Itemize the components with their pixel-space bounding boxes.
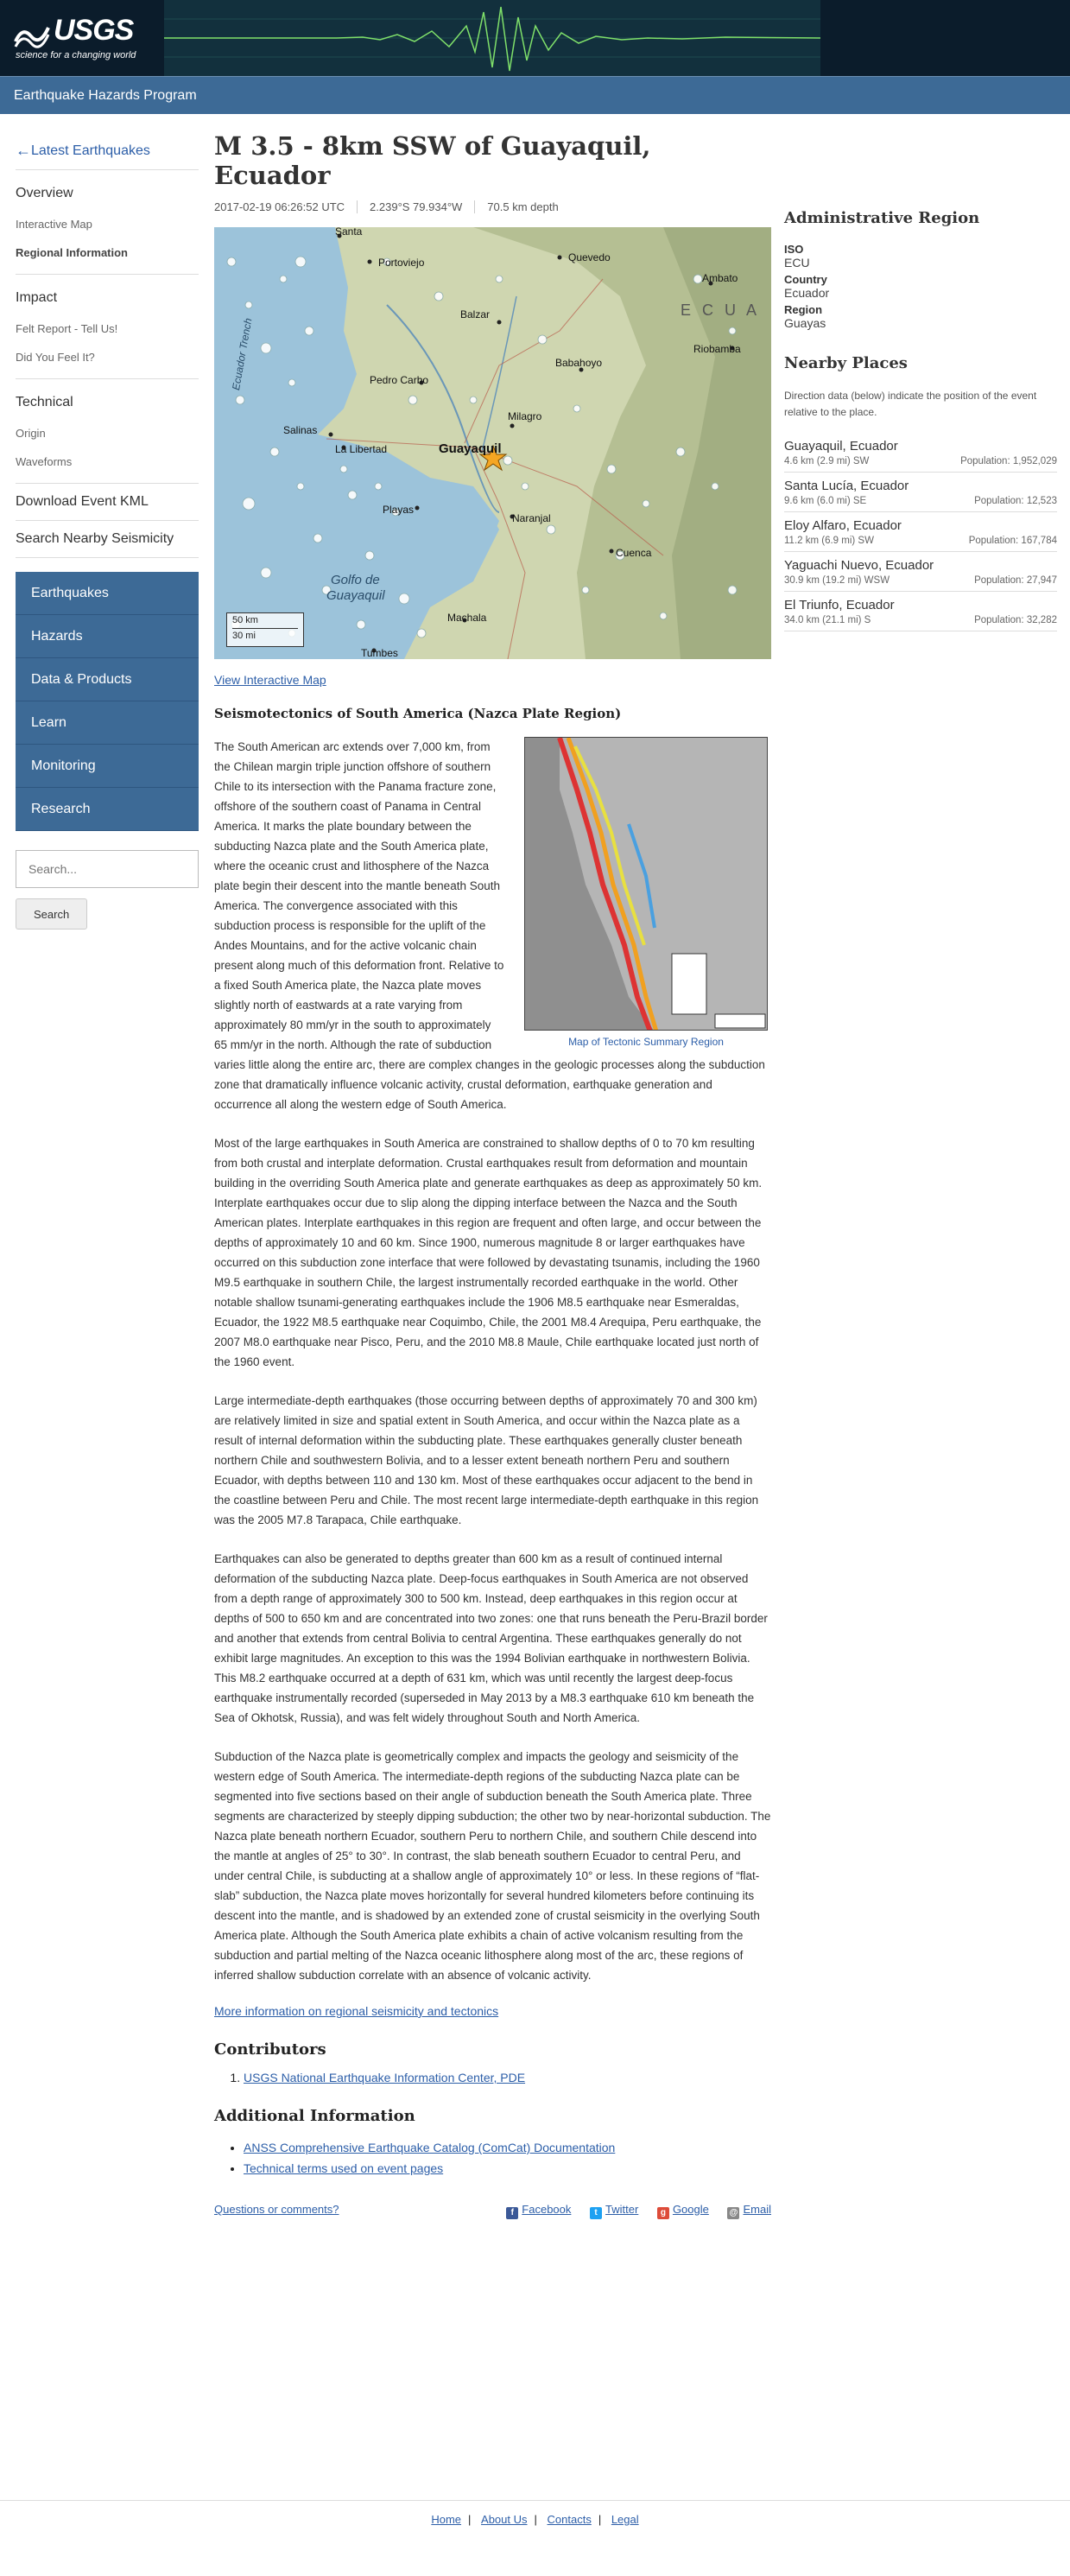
usgs-logo[interactable]	[14, 12, 152, 64]
tectonics-heading: Seismotectonics of South America (Nazca Plate Region)	[214, 706, 622, 721]
search-nearby-link[interactable]: Search Nearby Seismicity	[16, 521, 199, 558]
map-label-gulf-guayaquil: Guayaquil	[326, 588, 385, 603]
place-name: Yaguachi Nuevo, Ecuador	[784, 558, 934, 573]
place-name: Guayaquil, Ecuador	[784, 439, 898, 454]
map-label-babahoyo: Babahoyo	[555, 357, 603, 369]
map-label-naranjal: Naranjal	[512, 512, 551, 524]
program-title[interactable]: Earthquake Hazards Program	[14, 88, 197, 103]
event-meta	[214, 200, 771, 213]
nav-impact[interactable]: Impact	[16, 290, 58, 305]
country-value: Ecuador	[784, 286, 830, 300]
map-label-milagro: Milagro	[508, 410, 542, 422]
sitenav-learn[interactable]: Learn	[16, 701, 199, 745]
more-tectonics-link[interactable]: More information on regional seismicity and tectonics	[214, 2004, 499, 2018]
tectonics-paragraph: Earthquakes can also be generated to depths greater than 600 km as a result of continued internal deformation of the subducting Nazca plate. Deep-focus earthquakes in South America are not observed from a depth range of approximately 300 to 500 km. Instead, deep earthquakes in this region occur at depths of 500 to 650 km and are concentrated into two zones: one that runs beneath the Peru-Brazil border and another that extends from central Bolivia to central Argentina. These earthquakes generally do not exhibit large magnitudes. An exception to this was the 1994 Bolivian earthquake in northwestern Bolivia. This M8.2 earthquake occurred at a depth of 631 km, which was until recently the largest deep-focus earthquake instrumentally recorded (superseded in May 2013 by a M8.3 earthquake 610 km beneath the Sea of Okhotsk, Russia), and was felt widely throughout South and North America.	[214, 1552, 768, 1724]
list-item	[784, 552, 1057, 592]
site-search-input[interactable]	[16, 850, 199, 888]
nav-origin[interactable]: Origin	[16, 427, 46, 440]
place-distance: 4.6 km (2.9 mi) SW	[784, 456, 870, 466]
sitenav-monitoring[interactable]: Monitoring	[16, 745, 199, 788]
program-bar	[0, 76, 1070, 114]
share-links	[491, 2203, 771, 2219]
place-population: Population: 32,282	[974, 615, 1057, 625]
main-content	[214, 131, 771, 2224]
logo-text: USGS	[54, 14, 134, 47]
place-distance: 30.9 km (19.2 mi) WSW	[784, 575, 890, 586]
admin-region-list	[784, 243, 1057, 330]
footer-home-link[interactable]: Home	[431, 2513, 462, 2526]
site-navigation	[16, 572, 199, 831]
nav-group-impact	[16, 275, 199, 379]
nav-group-technical	[16, 379, 199, 484]
share-twitter[interactable]	[590, 2203, 638, 2216]
list-item	[244, 2137, 771, 2158]
scale-km: 50 km	[232, 615, 258, 625]
download-kml-link[interactable]: Download Event KML	[16, 484, 199, 521]
contributor-link[interactable]: USGS National Earthquake Information Center, PDE	[244, 2071, 526, 2084]
nav-overview[interactable]: Overview	[16, 186, 73, 200]
place-name: Santa Lucía, Ecuador	[784, 479, 909, 493]
place-name: Eloy Alfaro, Ecuador	[784, 518, 902, 533]
nav-technical[interactable]: Technical	[16, 395, 73, 409]
sitenav-data-products[interactable]: Data & Products	[16, 658, 199, 701]
place-population: Population: 167,784	[968, 536, 1057, 546]
nav-interactive-map[interactable]: Interactive Map	[16, 218, 92, 231]
scale-mi: 30 mi	[232, 628, 298, 641]
seismogram-banner	[164, 0, 820, 76]
tectonic-figure[interactable]	[521, 737, 771, 1048]
nav-waveforms[interactable]: Waveforms	[16, 455, 73, 468]
sitenav-research[interactable]: Research	[16, 788, 199, 831]
facebook-icon: f	[506, 2207, 518, 2219]
place-name: El Triunfo, Ecuador	[784, 598, 895, 612]
country-label: Country	[784, 273, 827, 286]
usgs-wave-icon	[14, 17, 52, 48]
event-title: M 3.5 - 8km SSW of Guayaquil, Ecuador	[214, 131, 651, 190]
event-nav	[16, 133, 199, 930]
arrow-left-icon: ←	[16, 142, 31, 159]
map-label-golfo: Golfo de	[331, 573, 380, 587]
comcat-doc-link[interactable]: ANSS Comprehensive Earthquake Catalog (ComCat) Documentation	[244, 2141, 616, 2154]
footer-contacts-link[interactable]: Contacts	[547, 2513, 592, 2526]
share-google[interactable]	[657, 2203, 709, 2216]
sitenav-hazards[interactable]: Hazards	[16, 615, 199, 658]
map-label-cuenca: Cuenca	[616, 547, 652, 559]
place-distance: 9.6 km (6.0 mi) SE	[784, 496, 867, 506]
regional-map[interactable]	[214, 227, 771, 659]
share-facebook[interactable]	[506, 2203, 571, 2216]
place-distance: 11.2 km (6.9 mi) SW	[784, 536, 874, 546]
nav-regional-information[interactable]: Regional Information	[16, 246, 128, 259]
iso-label: ISO	[784, 243, 804, 256]
map-label-playas: Playas	[383, 504, 415, 516]
footer-about-link[interactable]: About Us	[481, 2513, 528, 2526]
contributors-list	[214, 2071, 771, 2084]
event-time: 2017-02-19 06:26:52 UTC	[214, 200, 358, 213]
nearby-places-heading: Nearby Places	[784, 354, 908, 372]
event-depth: 70.5 km depth	[487, 200, 559, 213]
list-item	[784, 433, 1057, 473]
share-email-label: Email	[743, 2203, 771, 2216]
map-label-quevedo: Quevedo	[568, 251, 611, 263]
tectonics-paragraph: Subduction of the Nazca plate is geometrically complex and impacts the geology and seismicity of the western edge of South America. The intermediate-depth regions of the subducting Nazca plate can be segmented into five sections based on their angle of subduction beneath the South America plate. Three segments are characterized by steeply dipping subduction; the other two by near-horizontal subduction. The Nazca plate beneath northern Ecuador, southern Peru to northern Chile, and southern Chile descend into the mantle at angles of 25° to 30°. In contrast, the slab beneath southern Ecuador to central Peru, and under central Chile, is subducting at a shallow angle of approximately 10° or less. In these regions of “flat-slab” subduction, the Nazca plate moves horizontally for several hundred kilometers before continuing its descent into the mantle, and is shadowed by an extended zone of crustal seismicity in the overlying South America plate. Although the South America plate exhibits a chain of active volcanism resulting from the subduction and partial melting of the Nazca oceanic lithosphere along most of the arc, these regions of inferred shallow subduction correlate with an absence of volcanic activity.	[214, 1750, 771, 1982]
footer-legal-link[interactable]: Legal	[611, 2513, 639, 2526]
latest-earthquakes-label: Latest Earthquakes	[31, 143, 150, 158]
tectonics-paragraph: Large intermediate-depth earthquakes (those occurring between depths of approximately 70 and 300 km) are relatively limited in size and spatial extent in South America, and occur within the Nazca plate as a result of internal deformation within the subducting plate. These earthquakes generally cluster beneath northern Chile and southwestern Bolivia, and to a lesser extent beneath northern Peru and southern Ecuador, with depths between 110 and 130 km. Most of these earthquakes occur adjacent to the bend in the coastline between Peru and Chile. The most recent large intermediate-depth earthquake in this region was the 2005 M7.8 Tarapaca, Chile earthquake.	[214, 1394, 759, 1526]
share-google-label: Google	[672, 2203, 709, 2216]
place-population: Population: 1,952,029	[960, 456, 1057, 466]
map-label-riobamba: Riobamba	[693, 343, 741, 355]
share-twitter-label: Twitter	[605, 2203, 639, 2216]
list-item	[244, 2071, 771, 2084]
region-value: Guayas	[784, 316, 826, 330]
region-label: Region	[784, 303, 823, 316]
map-label-machala: Machala	[447, 612, 487, 624]
tectonic-figure-caption[interactable]: Map of Tectonic Summary Region	[568, 1036, 724, 1048]
nearby-places-intro: Direction data (below) indicate the position of the event relative to the place.	[784, 390, 1037, 418]
place-population: Population: 12,523	[974, 496, 1057, 506]
map-label-santa: Santa	[335, 227, 363, 238]
site-footer: Home | About Us | Contacts | Legal	[0, 2500, 1070, 2526]
twitter-icon: t	[590, 2207, 602, 2219]
place-distance: 34.0 km (21.1 mi) S	[784, 615, 871, 625]
view-interactive-map-link[interactable]: View Interactive Map	[214, 673, 326, 687]
nav-did-you-feel-it[interactable]: Did You Feel It?	[16, 351, 95, 364]
place-population: Population: 27,947	[974, 575, 1057, 586]
map-label-portoviejo: Portoviejo	[378, 257, 425, 269]
map-label-tumbes: Tumbes	[361, 647, 398, 659]
sitenav-earthquakes[interactable]: Earthquakes	[16, 572, 199, 615]
admin-region-heading: Administrative Region	[784, 209, 980, 227]
questions-link[interactable]: Questions or comments?	[214, 2203, 339, 2216]
nav-felt-report[interactable]: Felt Report - Tell Us!	[16, 322, 118, 335]
tectonics-paragraph: The South American arc extends over 7,000 km, from the Chilean margin triple junction offshore of southern Chile to its intersection with the Panama fracture zone, offshore of the southern coast of Panama in Central America. It marks the plate boundary between the subducting Nazca plate and the South America plate, where the oceanic crust and lithosphere of the Nazca plate begin their descent into the mantle beneath South America. The convergence associated with this subduction process is responsible for the uplift of the Andes Mountains, and for the active volcanic chain present along much of this deformation front. Relative to a fixed South America plate, the Nazca plate moves slightly north of eastwards at a rate varying from approximately 80 mm/yr in the south to approximately 65 mm/yr in the north. Although the rate of subduction varies little along the entire arc, there are complex changes in the geologic processes along the subduction zone that dramatically influence volcanic activity, crustal deformation, earthquake generation and occurrence all along the western edge of South America.	[214, 740, 765, 1111]
site-search-button[interactable]: Search	[16, 898, 87, 930]
share-facebook-label: Facebook	[522, 2203, 572, 2216]
list-item	[244, 2158, 771, 2179]
map-label-pedro-carbo: Pedro Carbo	[370, 374, 429, 386]
latest-earthquakes-link[interactable]	[16, 133, 199, 170]
additional-info-heading: Additional Information	[214, 2107, 415, 2125]
map-label-ecuador: E C U A	[681, 301, 761, 319]
tectonic-map-image	[524, 737, 768, 1031]
list-item	[784, 592, 1057, 631]
site-header	[0, 0, 1070, 76]
map-label-ambato: Ambato	[702, 272, 738, 284]
map-label-salinas: Salinas	[283, 424, 318, 436]
map-label-guayaquil: Guayaquil	[439, 441, 502, 456]
nav-group-overview	[16, 170, 199, 275]
tectonic-map-canvas	[525, 738, 768, 1031]
map-label-balzar: Balzar	[460, 308, 491, 320]
tectonics-paragraph: Most of the large earthquakes in South America are constrained to shallow depths of 0 to 70 km resulting from both crustal and interplate deformation. Crustal earthquakes result from deformation and mountain building in the overriding South America plate and generate earthquakes as deep as approximately 50 km. Interplate earthquakes occur due to slip along the dipping interface between the Nazca and the South American plates. Interplate earthquakes in this region are frequent and often large, and occur between the depths of approximately 10 and 60 km. Since 1900, numerous magnitude 8 or larger earthquakes have occurred on this subduction zone interface that were followed by devastating tsunamis, including the 1960 M9.5 earthquake in southern Chile, the largest instrumentally recorded earthquake in the world. Other notable shallow tsunami-generating earthquakes include the 1906 M8.5 earthquake near Esmeraldas, Ecuador, the 1922 M8.5 earthquake near Coquimbo, Chile, the 2001 M8.4 Arequipa, Peru earthquake, the 2007 M8.0 earthquake near Pisco, Peru, and the 2010 M8.8 Maule, Chile earthquake located just north of the 1960 event.	[214, 1137, 763, 1368]
page-footer-row	[214, 2203, 771, 2224]
share-email[interactable]	[727, 2203, 771, 2216]
event-location: 2.239°S 79.934°W	[370, 200, 475, 213]
map-scale	[226, 612, 304, 647]
logo-tagline: science for a changing world	[16, 50, 136, 60]
sidebar	[784, 209, 1057, 631]
technical-terms-link[interactable]: Technical terms used on event pages	[244, 2161, 444, 2175]
map-label-trench: Ecuador Trench	[230, 317, 255, 391]
list-item	[784, 512, 1057, 552]
contributors-heading: Contributors	[214, 2040, 326, 2059]
email-icon: @	[727, 2207, 739, 2219]
iso-value: ECU	[784, 256, 810, 270]
google-icon: g	[657, 2207, 669, 2219]
map-label-la-libertad: La Libertad	[335, 443, 388, 455]
additional-info-list	[214, 2137, 771, 2179]
list-item	[784, 473, 1057, 512]
